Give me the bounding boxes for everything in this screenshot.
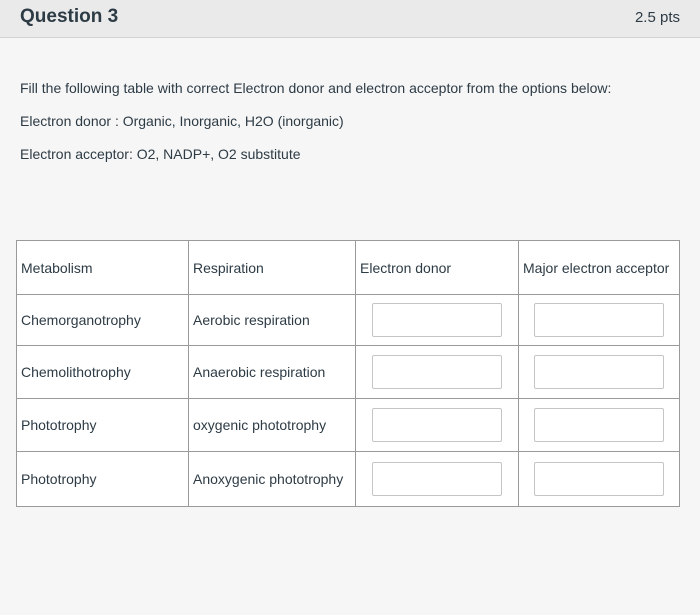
electron-donor-options: Electron donor : Organic, Inorganic, H2O (inorganic) [20, 113, 344, 129]
header-metabolism: Metabolism [17, 241, 189, 295]
question-instruction: Fill the following table with correct Electron donor and electron acceptor from the options below: [20, 80, 612, 96]
electron-acceptor-cell [519, 295, 680, 346]
electron-donor-cell [356, 295, 519, 346]
header-respiration: Respiration [189, 241, 356, 295]
electron-acceptor-input-2[interactable] [534, 355, 664, 389]
metabolism-cell: Chemorganotrophy [17, 295, 189, 346]
answer-table [16, 240, 680, 507]
electron-donor-input-4[interactable] [372, 462, 502, 496]
question-points: 2.5 pts [634, 9, 680, 26]
metabolism-cell: Chemolithotrophy [17, 346, 189, 399]
electron-donor-input-3[interactable] [372, 408, 502, 442]
table-row [17, 295, 680, 346]
table-row [17, 452, 680, 507]
respiration-cell: Anoxygenic phototrophy [189, 452, 356, 507]
electron-acceptor-input-1[interactable] [534, 303, 664, 337]
header-electron-donor: Electron donor [356, 241, 519, 295]
respiration-cell: oxygenic phototrophy [189, 399, 356, 452]
metabolism-cell: Phototrophy [17, 452, 189, 507]
electron-acceptor-cell [519, 452, 680, 507]
electron-donor-input-1[interactable] [372, 303, 502, 337]
electron-donor-cell [356, 346, 519, 399]
respiration-cell: Anaerobic respiration [189, 346, 356, 399]
electron-acceptor-input-4[interactable] [534, 462, 664, 496]
question-header [0, 0, 700, 38]
header-electron-acceptor: Major electron acceptor [519, 241, 680, 295]
electron-acceptor-cell [519, 346, 680, 399]
respiration-cell: Aerobic respiration [189, 295, 356, 346]
electron-acceptor-cell [519, 399, 680, 452]
electron-acceptor-input-3[interactable] [534, 408, 664, 442]
metabolism-cell: Phototrophy [17, 399, 189, 452]
table-header-row [17, 241, 680, 295]
table-row [17, 399, 680, 452]
electron-donor-cell [356, 452, 519, 507]
electron-donor-cell [356, 399, 519, 452]
electron-acceptor-options: Electron acceptor: O2, NADP+, O2 substitute [20, 146, 301, 162]
electron-donor-input-2[interactable] [372, 355, 502, 389]
table-row [17, 346, 680, 399]
question-title: Question 3 [20, 6, 119, 27]
